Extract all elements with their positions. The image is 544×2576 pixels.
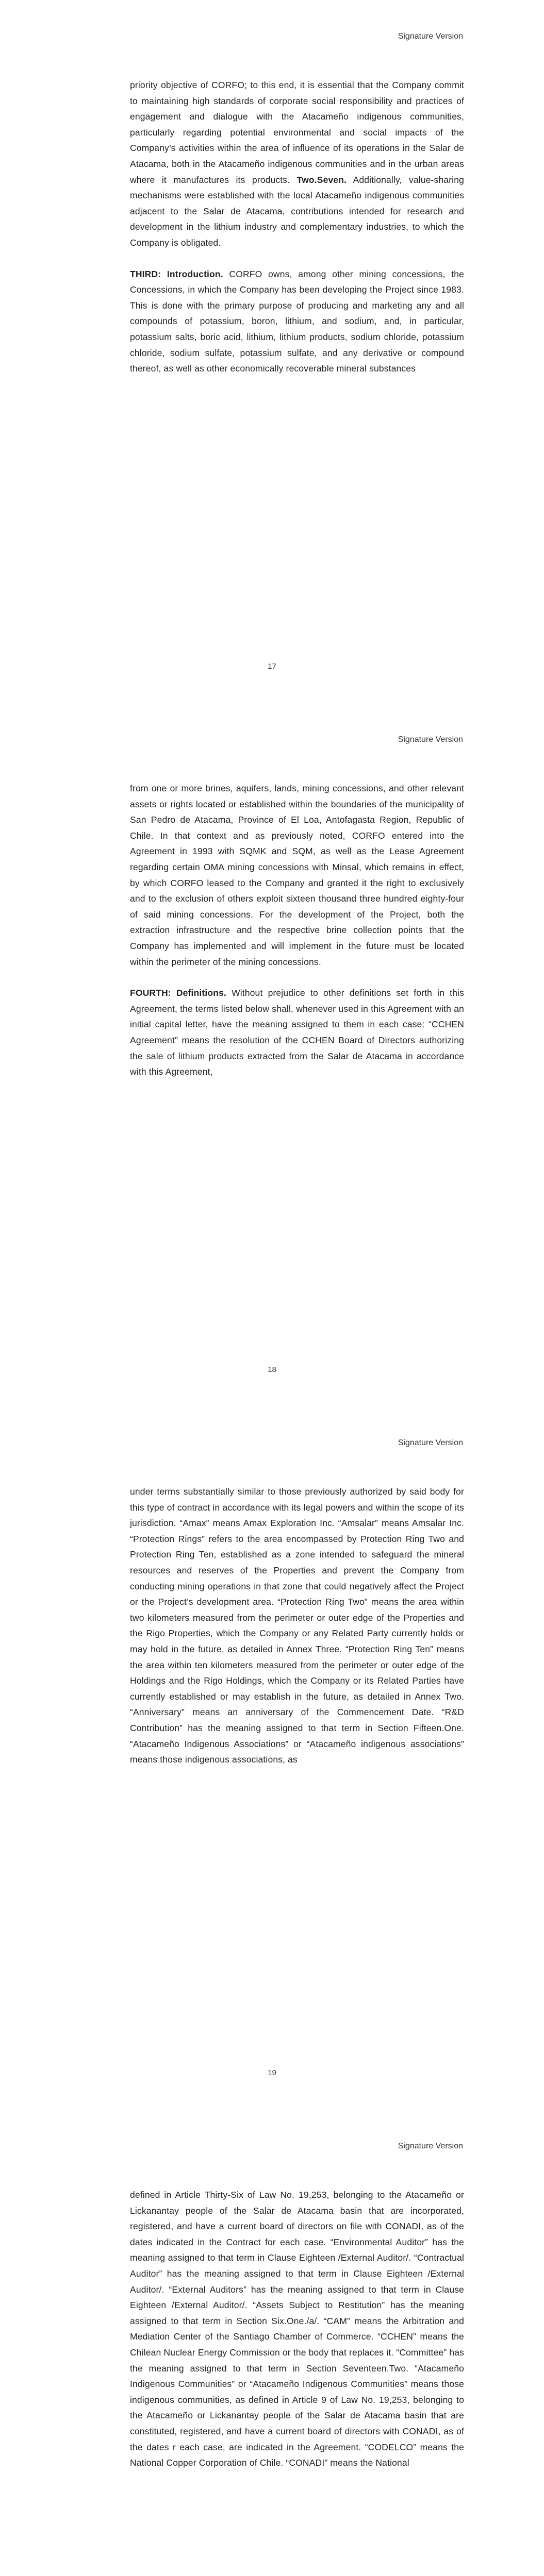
- paragraph: FOURTH: Definitions. Without prejudice to other definitions set forth in this Agreement, the terms listed below shall, whenever used in this Agreement with an initial capital letter, have the meaning assigned to them in each case: “CCHEN Agreement” means the resolution of the CCHEN Board of Directors authorizing the sale of lithium products extracted from the Salar de Atacama in accordance with this Agreement,: [130, 988, 464, 1077]
- page-body: [130, 781, 464, 1095]
- page-body: [130, 77, 464, 392]
- page-number: 17: [268, 662, 276, 671]
- page-header: Signature Version: [398, 1438, 463, 1447]
- page-body: [130, 1484, 464, 1783]
- document-page-20: [0, 2110, 544, 2576]
- paragraph: priority objective of CORFO; to this end, it is essential that the Company commit to maintaining high standards of corporate social responsibility and practices of engagement and dialogue with the Atacameño indigenous communities, particularly regarding potential environmental and social impacts of the Company’s activities within the area of influence of its operations in the Salar de Atacama, both in the Atacameño indigenous communities and in the urban areas where it manufactures its products. Two.Seven. Additionally, value-sharing mechanisms were established with the local Atacameño indigenous communities adjacent to the Salar de Atacama, contributions intended for research and development in the lithium industry and complementary industries, to which the Company is obligated.: [130, 80, 464, 248]
- document-page-19: [0, 1406, 544, 2110]
- paragraph: from one or more brines, aquifers, lands, mining concessions, and other relevant assets or rights located or established within the boundaries of the municipality of San Pedro de Atacama, Province of El Loa, Antofagasta Region, Republic of Chile. In that context and as previously noted, CORFO entered into the Agreement in 1993 with SQMK and SQM, as well as the Lease Agreement regarding certain OMA mining concessions with Minsal, which remains in effect, by which CORFO leased to the Company and granted it the right to exclusively and to the exclusion of others exploit sixteen thousand three hundred eighty-four of said mining concessions. For the development of the Project, both the extraction infrastructure and the respective brine collection points that the Company has implemented and will implement in the future must be located within the perimeter of the mining concessions.: [130, 783, 464, 967]
- document-page-17: [0, 0, 544, 703]
- page-header: Signature Version: [398, 32, 463, 41]
- paragraph: under terms substantially similar to those previously authorized by said body for this type of contract in accordance with its legal powers and within the scope of its jurisdiction. “Amax” means Amax Exploration Inc. “Amsalar” means Amsalar Inc. “Protection Rings” refers to the area encompassed by Protection Ring Two and Protection Ring Ten, established as a zone intended to safeguard the mineral resources and reserves of the Properties and prevent the Company from conducting mining operations in that zone that could negatively affect the Project or the Project’s development area. “Protection Ring Two” means the area within two kilometers measured from the perimeter or outer edge of the Properties and the Rigo Properties, which the Company or any Related Party currently holds or may hold in the future, as detailed in Annex Three. “Protection Ring Ten” means the area within ten kilometers measured from the perimeter or outer edge of the Holdings and the Rigo Holdings, which the Company or its Related Parties have currently established or may establish in the future, as detailed in Annex Two. “Anniversary” means an anniversary of the Commencement Date. “R&D Contribution” has the meaning assigned to that term in Section Fifteen.One. “Atacameño Indigenous Associations” or “Atacameño indigenous associations” means those indigenous associations, as: [130, 1486, 464, 1765]
- page-body: [130, 2187, 464, 2486]
- page-header: Signature Version: [398, 735, 463, 744]
- page-number: 19: [268, 2069, 276, 2077]
- page-header: Signature Version: [398, 2142, 463, 2150]
- paragraph: THIRD: Introduction. CORFO owns, among other mining concessions, the Concessions, in which the Company has been developing the Project since 1983. This is done with the primary purpose of producing and marketing any and all compounds of potassium, boron, lithium, and sodium, and, in particular, potassium salts, boric acid, lithium, lithium products, sodium chloride, potassium chloride, sodium sulfate, potassium sulfate, and any derivative or compound thereof, as well as other economically recoverable mineral substances: [130, 268, 465, 374]
- document-page-18: [0, 703, 544, 1406]
- page-number: 18: [268, 1365, 276, 1374]
- paragraph: defined in Article Thirty-Six of Law No. 19,253, belonging to the Atacameño or Lickanantay people of the Salar de Atacama basin that are incorporated, registered, and have a current board of directors on file with CONADI, as of the dates indicated in the Contract for each case. “Environmental Auditor” has the meaning assigned to that term in Clause Eighteen /External Auditor/. “Contractual Auditor” has the meaning assigned to that term in Clause Eighteen /External Auditor/. “External Auditors” has the meaning assigned to that term in Clause Eighteen /External Auditor/. “Assets Subject to Restitution” has the meaning assigned to that term in Section Six.One./a/. “CAM” means the Arbitration and Mediation Center of the Santiago Chamber of Commerce. “CCHEN” means the Chilean Nuclear Energy Commission or the body that replaces it. “Committee” has the meaning assigned to that term in Section Seventeen.Two. “Atacameño Indigenous Communities” or “Atacameño Indigenous Communities” means those indigenous communities, as defined in Article 9 of Law No. 19,253, belonging to the Atacameño or Lickanantay people of the Salar de Atacama basin that are constituted, registered, and have a current board of directors with CONADI, as of the dates r each case, are indicated in the Agreement. “CODELCO” means the National Copper Corporation of Chile. “CONADI” means the National: [130, 2190, 464, 2468]
